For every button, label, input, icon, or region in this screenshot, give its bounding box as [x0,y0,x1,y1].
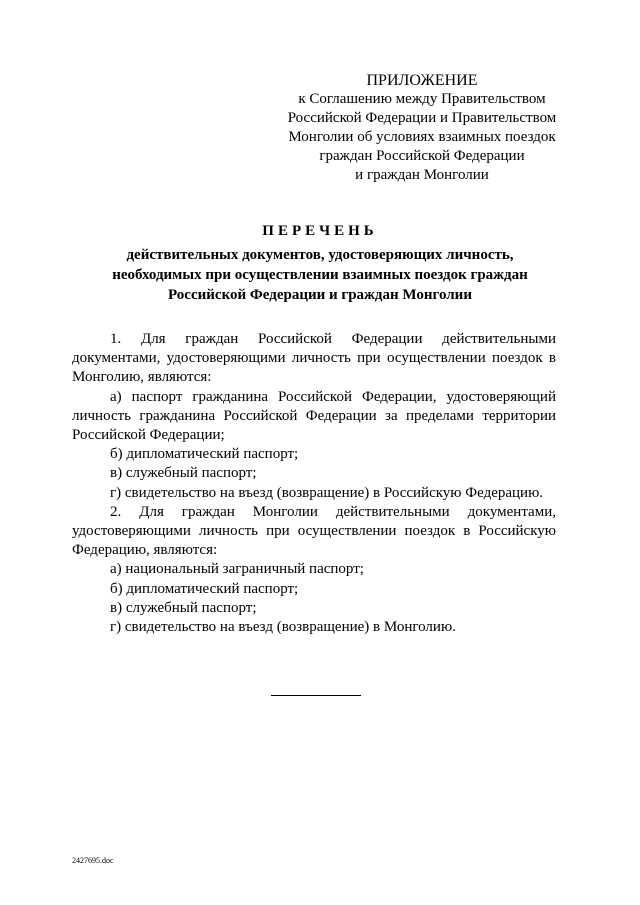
appendix-line: Российской Федерации и Правительством [287,110,557,126]
section-2-item-d: г) свидетельство на въезд (возвращение) в Монголию. [110,619,456,636]
section-2-item-b: б) дипломатический паспорт; [110,580,299,597]
document-body [72,330,556,637]
section-1-item-d: г) свидетельство на въезд (возвращение) в Российскую Федерацию. [110,484,544,501]
section-1-item-a-line: Российской Федерации; [72,427,225,444]
appendix-line: Монголии об условиях взаимных поездок [288,129,556,145]
closing-divider [271,695,361,696]
file-code: 2427695.doc [72,856,114,865]
section-1-item-a [72,388,556,446]
appendix-line: к Соглашению между Правительством [298,91,546,107]
subtitle-line: Российской Федерации и граждан Монголии [168,287,472,303]
section-2-item-c: в) служебный паспорт; [110,599,257,616]
document-title: ПЕРЕЧЕНЬ [262,223,378,239]
subtitle-line: действительных документов, удостоверяющих личность, [126,247,514,263]
section-1-intro [72,330,556,388]
section-1-item-c: в) служебный паспорт; [110,465,257,482]
section-1-item-b: б) дипломатический паспорт; [110,446,299,463]
section-2-intro-line: 2. Для граждан Монголии действительными документами, [110,503,556,520]
appendix-line: и граждан Монголии [355,167,489,183]
section-1-item-a-line: а) паспорт гражданина Российской Федерации, удостоверяющий [110,388,556,405]
appendix-line: граждан Российской Федерации [319,148,525,164]
section-2-intro-line: удостоверяющими личность при осуществлении поездок в Российскую [72,523,556,540]
appendix-title: ПРИЛОЖЕНИЕ [366,72,478,89]
section-1-item-a-line: личность гражданина Российской Федерации за пределами территории [72,407,556,424]
section-1-intro-line: документами, удостоверяющими личность при осуществлении поездок в [72,350,556,367]
section-2-intro-line: Федерацию, являются: [72,542,218,559]
document-subtitle [80,245,560,305]
section-1-intro-line: Монголию, являются: [72,369,212,386]
section-2-item-a: а) национальный заграничный паспорт; [110,561,364,578]
appendix-header [272,71,572,185]
subtitle-line: необходимых при осуществлении взаимных поездок граждан [112,267,528,283]
section-2-intro [72,503,556,561]
section-1-intro-line: 1. Для граждан Российской Федерации действительными [110,331,556,347]
